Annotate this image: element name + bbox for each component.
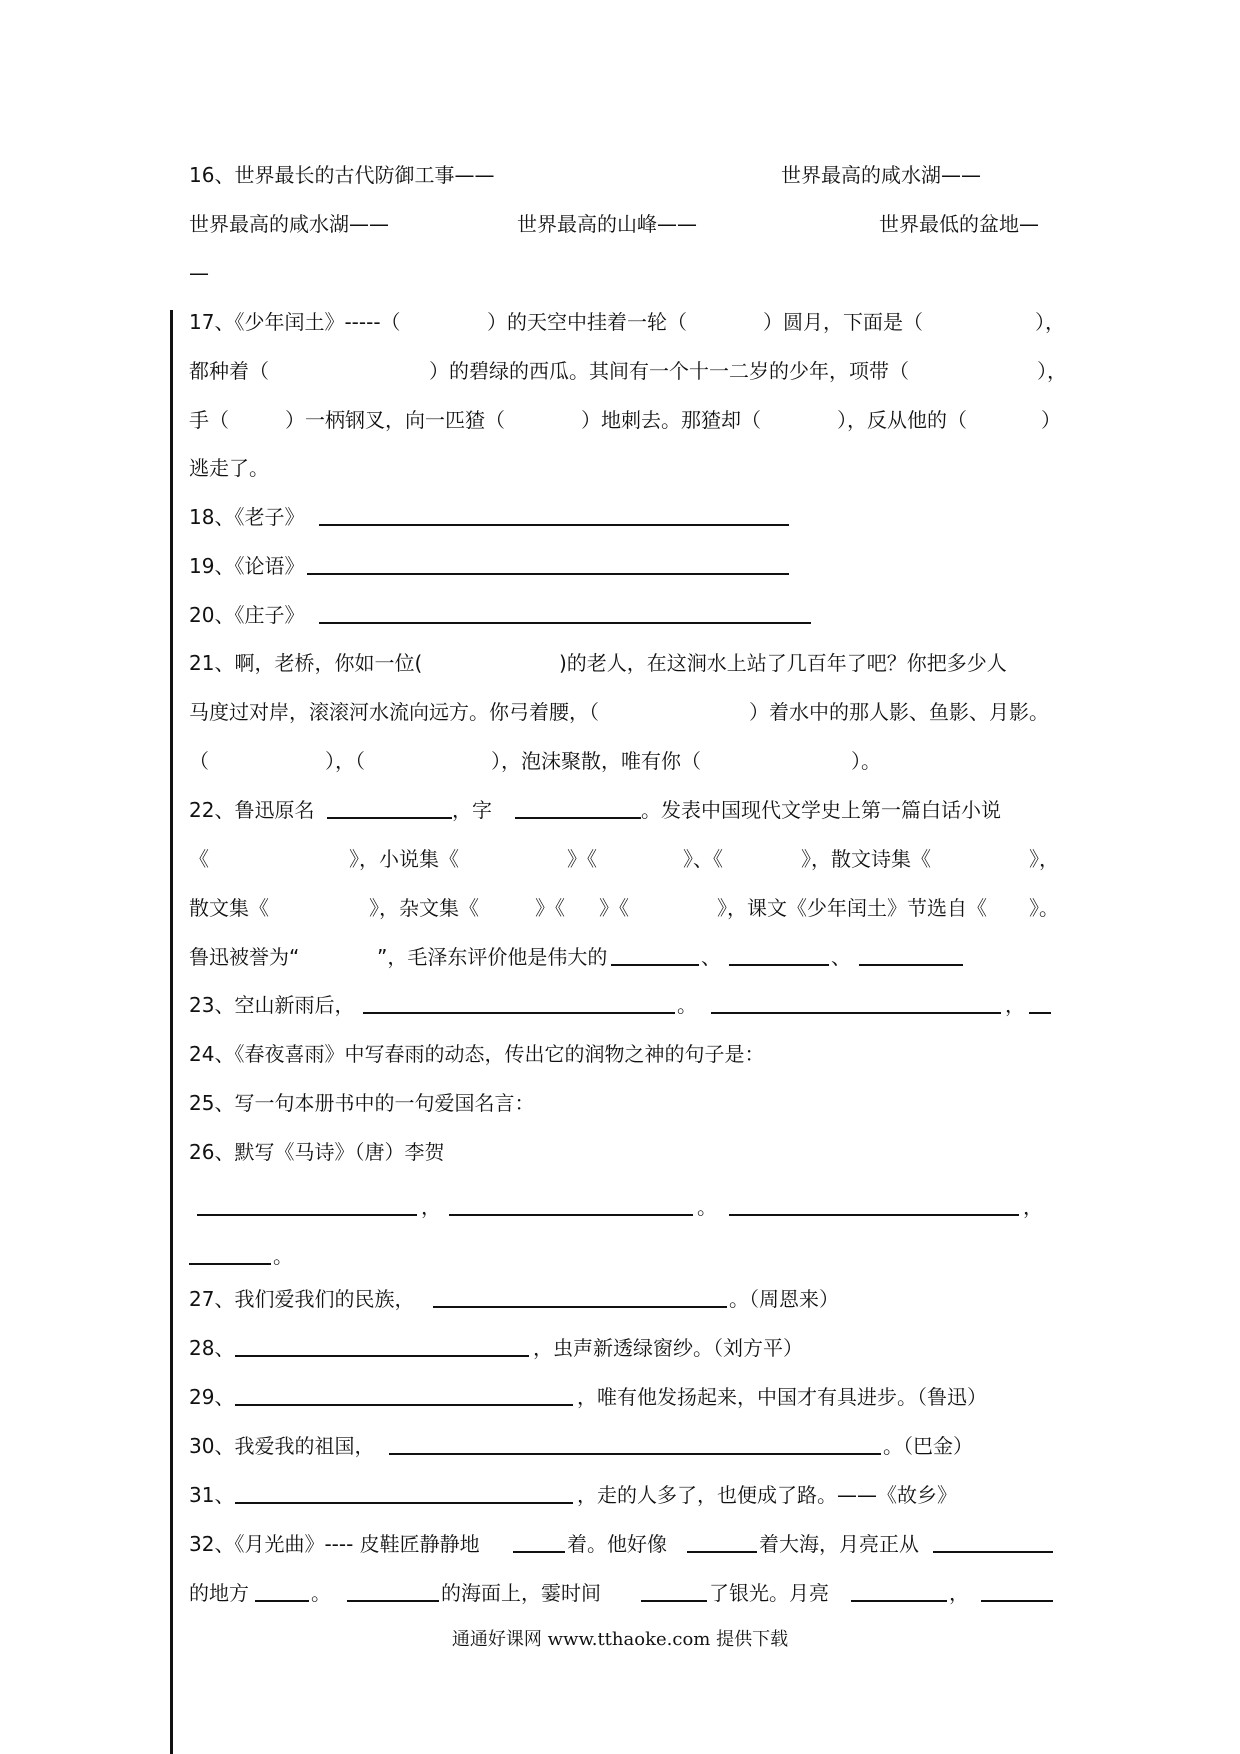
text: 21、啊，老桥，你如一位( [189,651,423,675]
question-21-line-3 [189,741,1054,781]
question-16-line-2 [189,204,1054,244]
text: 》， [1029,847,1059,871]
text: )的老人，在这涧水上站了几百年了吧？你把多少人 [559,651,1007,675]
text: 着大海，月亮正从 [759,1532,919,1556]
question-26-answer-line-1 [189,1187,1054,1227]
text: 》，课文《少年闰土》节选自《 [717,896,987,920]
answer-blank[interactable] [1029,1012,1051,1014]
text: 》、《 [683,847,723,871]
text: 20、《庄子》 [189,603,305,627]
text: 世界最高的咸水湖—— [781,163,981,187]
text: 18、《老子》 [189,505,305,529]
answer-blank[interactable] [189,1263,271,1265]
question-16-line-3 [189,253,1054,293]
text: 22、鲁迅原名 [189,798,315,822]
text: 16、世界最长的古代防御工事—— [189,163,495,187]
margin-rule [170,310,173,1754]
text: ， [421,1195,441,1219]
answer-blank[interactable] [513,1551,565,1553]
text: 》，杂文集《 [369,896,479,920]
text: 。（周恩来） [729,1287,839,1311]
text: ”，毛泽东评价他是伟大的 [377,945,608,969]
text: 世界最高的咸水湖—— [189,212,389,236]
text: ， [1023,1195,1043,1219]
question-16-line-1 [189,155,1054,195]
text: ，虫声新透绿窗纱。（刘方平） [533,1336,803,1360]
text: 19、《论语》 [189,554,305,578]
text: 28、 [189,1336,235,1360]
text: 马度过对岸，滚滚河水流向远方。你弓着腰，（ [189,700,599,724]
text: 》《 [535,896,565,920]
question-22-line-4 [189,937,1054,977]
text: ）， [1035,310,1065,334]
question-23 [189,985,1054,1025]
question-22-line-1 [189,790,1054,830]
answer-blank[interactable] [363,1012,675,1014]
text: 、 [701,945,721,969]
text: ）着水中的那人影、鱼影、月影。 [749,700,1049,724]
answer-blank[interactable] [235,1502,573,1504]
text: 、 [831,945,851,969]
text: ）地刺去。那猹却（ [581,408,761,432]
text: — [189,261,209,285]
question-32-line-2 [189,1573,1054,1613]
text: ）， [1037,359,1067,383]
text: 《 [189,847,209,871]
text: 23、空山新雨后， [189,993,355,1017]
question-32-line-1 [189,1524,1054,1564]
text: 26、默写《马诗》（唐）李贺 [189,1140,445,1164]
text: 的地方 [189,1581,249,1605]
answer-blank[interactable] [933,1551,1053,1553]
text: 》《 [567,847,597,871]
text: ，字 [452,798,492,822]
question-20 [189,595,1054,635]
text: ），泡沫聚散，唯有你（ [491,749,701,773]
answer-blank[interactable] [729,964,829,966]
text: 鲁迅被誉为“ [189,945,300,969]
text: 27、我们爱我们的民族， [189,1287,415,1311]
question-17-line-3 [189,400,1061,440]
text: 手（ [189,408,229,432]
text: 》，小说集《 [349,847,459,871]
answer-blank[interactable] [729,1214,1019,1216]
text: ）的碧绿的西瓜。其间有一个十一二岁的少年，项带（ [429,359,909,383]
text: ）圆月，下面是（ [763,310,923,334]
text: 》。 [1029,896,1059,920]
text: 31、 [189,1483,235,1507]
question-21-line-1 [189,643,1054,683]
text: 》，散文诗集《 [801,847,931,871]
text: 逃走了。 [189,456,269,480]
text: 24、《春夜喜雨》中写春雨的动态，传出它的润物之神的句子是： [189,1042,765,1066]
question-22-line-2 [189,839,1059,879]
answer-blank[interactable] [389,1453,881,1455]
text: 32、《月光曲》---- 皮鞋匠静静地 [189,1532,480,1556]
answer-blank[interactable] [515,817,641,819]
text: 25、写一句本册书中的一句爱国名言： [189,1091,535,1115]
text: 散文集《 [189,896,269,920]
question-18 [189,497,1054,537]
question-30 [189,1426,1054,1466]
answer-blank[interactable] [235,1355,529,1357]
text: ， [949,1581,969,1605]
answer-blank[interactable] [611,964,699,966]
answer-blank[interactable] [641,1600,707,1602]
text: 都种着（ [189,359,269,383]
answer-blank[interactable] [255,1600,309,1602]
text: 。 [273,1244,293,1268]
text: 30、我爱我的祖国， [189,1434,375,1458]
text: 世界最低的盆地— [879,212,1039,236]
question-29 [189,1377,1054,1417]
text: 。 [677,993,697,1017]
question-22-line-3 [189,888,1059,928]
answer-blank[interactable] [711,1012,1001,1014]
text: ） [1041,408,1061,432]
text: ），（ [325,749,365,773]
question-17-line-4 [189,448,1054,488]
question-31 [189,1475,1054,1515]
answer-blank[interactable] [319,524,789,526]
answer-blank[interactable] [347,1600,439,1602]
answer-blank[interactable] [307,573,789,575]
question-21-line-2 [189,692,1054,732]
question-17-line-2 [189,351,1067,391]
text: ）的天空中挂着一轮（ [487,310,687,334]
text: 。（巴金） [883,1434,973,1458]
text: 17、《少年闰土》-----（ [189,310,401,334]
question-17-line-1 [189,302,1065,342]
answer-blank[interactable] [981,1600,1053,1602]
answer-blank[interactable] [319,622,811,624]
answer-blank[interactable] [449,1214,693,1216]
question-28 [189,1328,1054,1368]
text: 世界最高的山峰—— [517,212,697,236]
answer-blank[interactable] [859,964,963,966]
text: 。发表中国现代文学史上第一篇白话小说 [641,798,1001,822]
answer-blank[interactable] [687,1551,757,1553]
footer-source: 通通好课网 www.tthaoke.com 提供下载 [451,1629,789,1650]
answer-blank[interactable] [851,1600,947,1602]
text: ）一柄钢叉，向一匹猹（ [285,408,505,432]
text: ）。 [851,749,881,773]
text: （ [189,749,209,773]
answer-blank[interactable] [327,817,452,819]
text: ，唯有他发扬起来，中国才有具进步。（鲁迅） [577,1385,987,1409]
text: 29、 [189,1385,235,1409]
question-24 [189,1034,1054,1074]
text: 了银光。月亮 [709,1581,829,1605]
question-27 [189,1279,1054,1319]
text: 。 [697,1195,717,1219]
answer-blank[interactable] [433,1306,727,1308]
text: ，走的人多了，也便成了路。——《故乡》 [577,1483,957,1507]
question-25 [189,1083,1054,1123]
answer-blank[interactable] [197,1214,417,1216]
text: 》《 [599,896,629,920]
question-19 [189,546,1054,586]
question-26-answer-line-2 [189,1236,1054,1276]
answer-blank[interactable] [235,1404,573,1406]
text: 的海面上，霎时间 [441,1581,601,1605]
text: 。 [311,1581,331,1605]
text: ， [1005,993,1025,1017]
text: 着。他好像 [567,1532,667,1556]
text: ），反从他的（ [837,408,967,432]
question-26 [189,1132,1054,1172]
